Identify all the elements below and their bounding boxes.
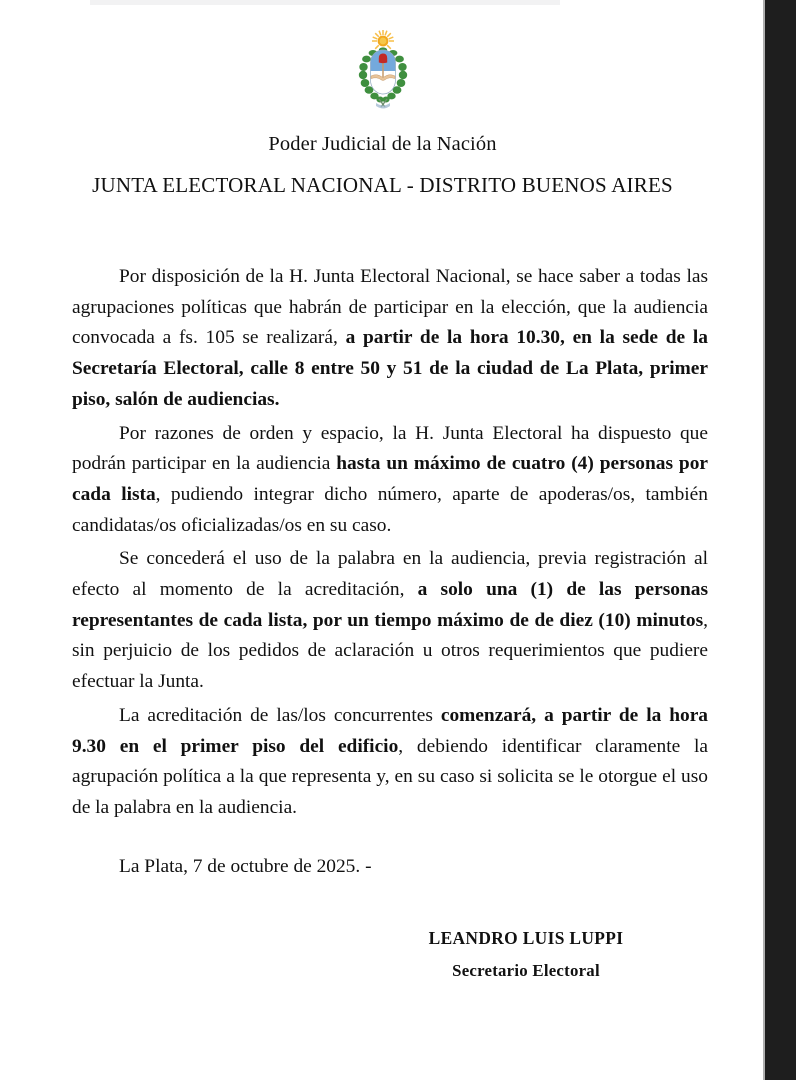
signature-block [340,928,712,981]
text-run: , debiendo identificar claramente la agrupación política a la que representa y, en su caso si solicita se le otorgue el uso de la palabra en la audiencia. [72,735,708,818]
text-run: Por razones de orden y espacio, la H. Junta Electoral ha dispuesto que podrán participar en la audiencia [72,422,708,475]
paragraph-convocatoria [72,262,708,416]
document-body [72,262,708,827]
emphasis-run: a partir de la hora 10.30, en la sede de la Secretaría Electoral, calle 8 entre 50 y 51 de la ciudad de La Plata, primer piso, salón de audiencias. [72,327,708,410]
emphasis-run: comenzará, a partir de la hora 9.30 en el primer piso del edificio [72,704,709,757]
crest-container [0,28,765,121]
text-run: Por disposición de la H. Junta Electoral Nacional, se hace saber a todas las agrupaciones políticas que habrán de participar en la elección, que la audiencia convocada a fs. 105 se realizará, [72,266,708,349]
paragraph-cupo-participantes [72,419,708,542]
argentina-coat-of-arms-icon [352,28,414,116]
emphasis-run: a solo una (1) de las personas representantes de cada lista, por un tiempo máximo de de diez (10) minutos [72,579,708,631]
scan-artifact-band [90,0,560,5]
signer-name: LEANDRO LUIS LUPPI [428,928,624,948]
paragraph-acreditacion [72,701,708,824]
document-heading-primary: Poder Judicial de la Nación [268,133,497,155]
right-gutter-bar [765,0,796,1080]
text-run: Se concederá el uso de la palabra en la audiencia, previa registración al efecto al momento de la acreditación, [72,548,708,601]
signer-title: Secretario Electoral [452,961,600,980]
text-run: La acreditación de las/los concurrentes [119,704,441,726]
text-run: , sin perjuicio de los pedidos de aclaración u otros requerimientos que pudiere efectuar la Junta. [72,609,708,693]
text-run: , pudiendo integrar dicho número, aparte de apoderas/os, también candidatas/os oficializadas/os en su caso. [72,483,708,536]
emphasis-run: hasta un máximo de cuatro (4) personas por cada lista [72,453,708,505]
document-heading-secondary: JUNTA ELECTORAL NACIONAL - DISTRITO BUENOS AIRES [92,173,673,197]
document-date-line: La Plata, 7 de octubre de 2025. - [119,856,372,877]
paragraph-uso-de-la-palabra [72,544,708,698]
